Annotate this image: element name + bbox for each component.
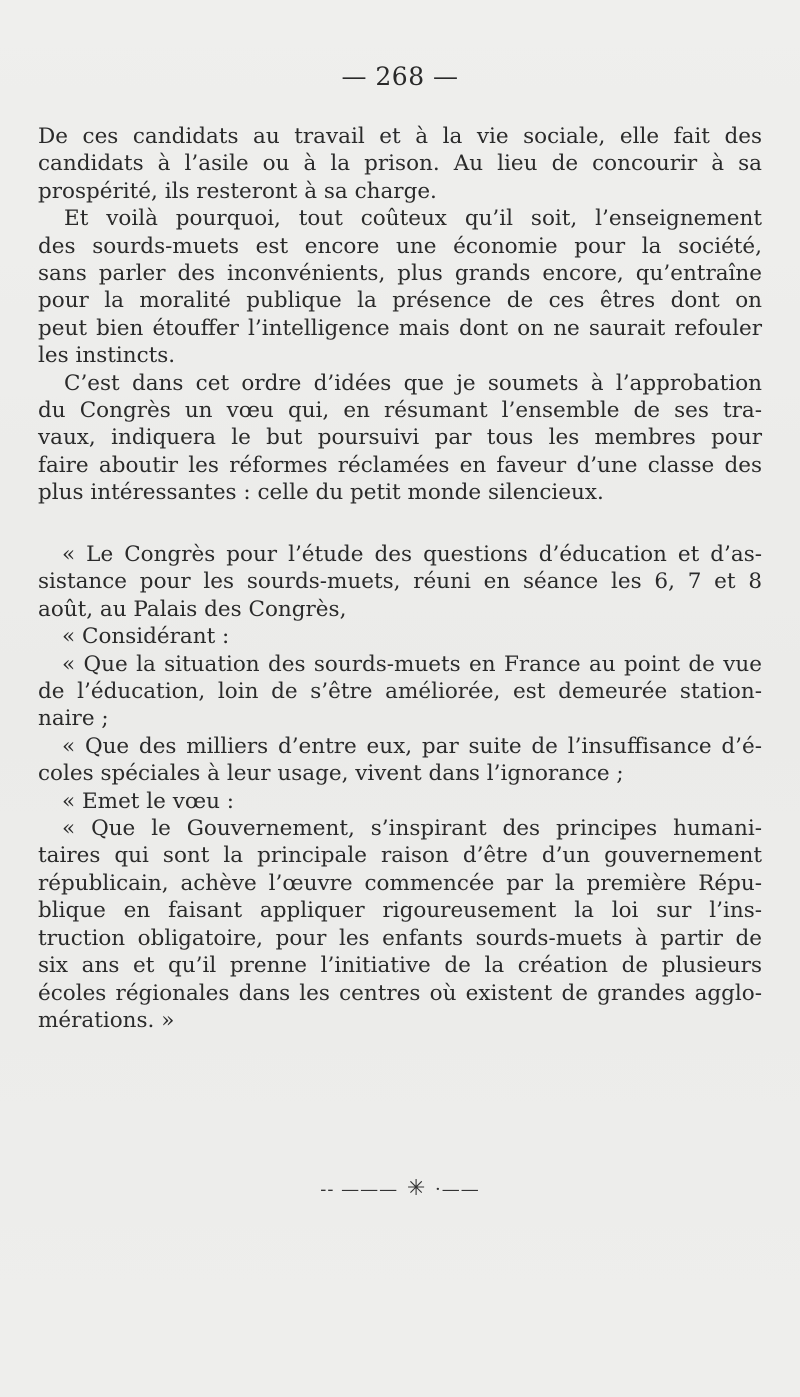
resolution-paragraph	[38, 733, 762, 788]
text-line: C’est dans cet ordre d’idées que je soumets à l’approbation	[64, 370, 762, 396]
text-line: six ans et qu’il prenne l’initiative de la création de plusieurs	[38, 953, 762, 979]
paragraph	[38, 123, 762, 205]
ornament-rule-left: -- ———	[320, 1179, 399, 1200]
text-line: août, au Palais des Congrès,	[38, 596, 347, 622]
text-line: truction obligatoire, pour les enfants sourds-muets à partir de	[38, 925, 762, 951]
ornament-rule-right: ·——	[435, 1179, 480, 1200]
text-line: « Que la situation des sourds-muets en France au point de vue	[62, 651, 762, 677]
text-line: vaux, indiquera le but poursuivi par tous les membres pour	[38, 425, 762, 451]
text-line: sans parler des inconvénients, plus grands encore, qu’entraîne	[38, 261, 762, 287]
section-ornament	[0, 1176, 800, 1201]
page-number: — 268 —	[341, 62, 459, 91]
text-line: naire ;	[38, 706, 109, 732]
resolution-paragraph	[38, 815, 762, 1034]
text-line: du Congrès un vœu qui, en résumant l’ensemble de ses tra-	[38, 398, 762, 424]
resolution-paragraph	[38, 541, 762, 623]
resolution-text	[38, 541, 762, 1034]
resolution-paragraph	[38, 788, 762, 815]
paragraph	[38, 370, 762, 507]
text-line: sistance pour les sourds-muets, réuni en séance les 6, 7 et 8	[38, 569, 762, 595]
resolution-paragraph	[38, 651, 762, 733]
text-line: plus intéressantes : celle du petit monde silencieux.	[38, 480, 604, 506]
text-line: « Le Congrès pour l’étude des questions d’éducation et d’as-	[62, 542, 762, 567]
text-line: coles spéciales à leur usage, vivent dans l’ignorance ;	[38, 761, 624, 787]
text-line: faire aboutir les réformes réclamées en faveur d’une classe des	[38, 452, 762, 478]
text-line: des sourds-muets est encore une économie pour la société,	[38, 233, 762, 259]
text-line: républicain, achève l’œuvre commencée par la première Répu-	[38, 870, 762, 896]
text-line: De ces candidats au travail et à la vie sociale, elle fait des	[38, 124, 762, 149]
text-line: pour la moralité publique la présence de ces êtres dont on	[38, 288, 762, 314]
text-line: peut bien étouffer l’intelligence mais dont on ne saurait refouler	[38, 315, 762, 341]
text-line: prospérité, ils resteront à sa charge.	[38, 178, 437, 204]
body-text	[38, 123, 762, 507]
text-line: Et voilà pourquoi, tout coûteux qu’il soit, l’enseignement	[64, 206, 762, 232]
text-line: de l’éducation, loin de s’être améliorée, est demeurée station-	[38, 679, 762, 705]
text-line: mérations. »	[38, 1007, 175, 1033]
text-line: « Emet le vœu :	[62, 788, 235, 814]
text-line: candidats à l’asile ou à la prison. Au lieu de concourir à sa	[38, 151, 762, 177]
text-line: « Considérant :	[62, 624, 230, 650]
asterisk-icon: ✳	[406, 1176, 427, 1201]
text-line: les instincts.	[38, 343, 176, 369]
resolution-paragraph	[38, 623, 762, 650]
paragraph	[38, 205, 762, 369]
text-line: « Que des milliers d’entre eux, par suite de l’insuffisance d’é-	[62, 733, 762, 759]
text-line: « Que le Gouvernement, s’inspirant des principes humani-	[62, 816, 762, 842]
text-line: écoles régionales dans les centres où existent de grandes agglo-	[38, 980, 762, 1006]
text-line: blique en faisant appliquer rigoureusement la loi sur l’ins-	[38, 898, 762, 924]
text-line: taires qui sont la principale raison d’être d’un gouvernement	[38, 843, 762, 869]
